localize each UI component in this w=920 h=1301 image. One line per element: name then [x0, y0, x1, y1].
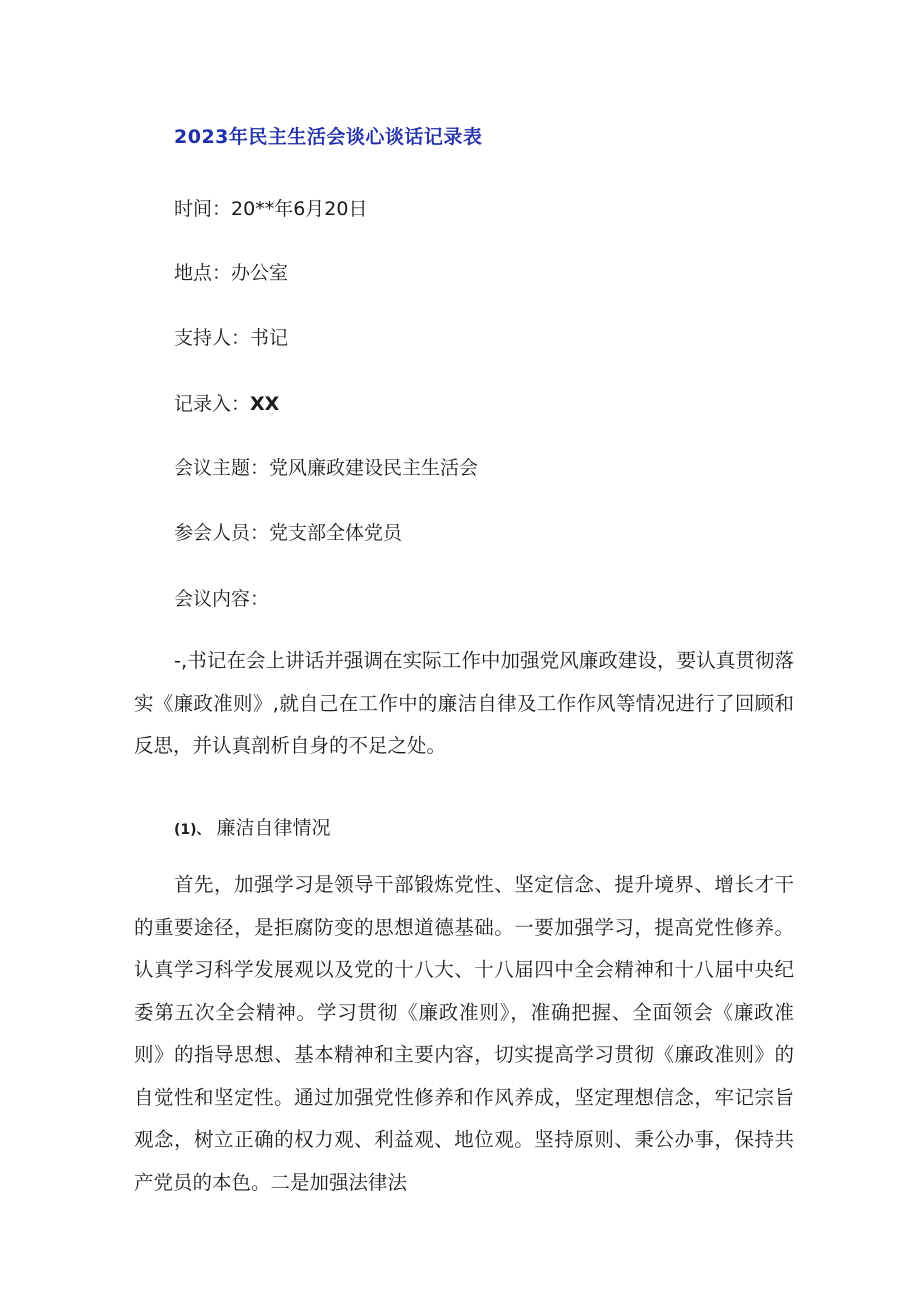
- section-heading-text: 廉洁自律情况: [216, 817, 331, 839]
- attendees-label: 参会人员：: [174, 522, 270, 544]
- paragraph-1: -,书记在会上讲话并强调在实际工作中加强党风廉政建设，要认真贯彻落实《廉政准则》,就自己在工作中的廉洁自律及工作作风等情况进行了回顾和反思，并认真剖析自身的不足之处。: [134, 649, 794, 757]
- time-field: [174, 196, 367, 222]
- recorder-value: XX: [250, 393, 280, 415]
- time-value: 20**年6月20日: [231, 198, 368, 220]
- recorder-field: [174, 391, 279, 417]
- place-value: 办公室: [231, 262, 289, 284]
- topic-value: 党风廉政建设民主生活会: [269, 457, 479, 479]
- attendees-value: 党支部全体党员: [269, 522, 403, 544]
- paragraph-2: 首先，加强学习是领导干部锻炼党性、坚定信念、提升境界、增长才干的重要途径，是拒腐防变的思想道德基础。一要加强学习，提高党性修养。认真学习科学发展观以及党的十八大、十八届四中全会精神和十八届中央纪委第五次全会精神。学习贯彻《廉政准则》，准确把握、全面领会《廉政准则》的指导思想、基本精神和主要内容，切实提高学习贯彻《廉政准则》的自觉性和坚定性。通过加强党性修养和作风养成，坚定理想信念，牢记宗旨观念，树立正确的权力观、利益观、地位观。坚持原则、秉公办事，保持共产党员的本色。二是加强法律法: [134, 873, 794, 1194]
- content-label: 会议内容：: [174, 588, 270, 610]
- host-value: 书记: [250, 327, 289, 349]
- topic-field: [174, 455, 478, 481]
- time-label: 时间：: [174, 198, 232, 220]
- host-field: [174, 325, 288, 351]
- section-heading: [174, 815, 331, 843]
- attendees-field: [174, 520, 402, 546]
- host-label: 支持人：: [174, 327, 251, 349]
- place-field: [174, 260, 288, 286]
- recorder-label: 记录入：: [174, 393, 251, 415]
- section-marker: (1)、: [174, 822, 211, 838]
- topic-label: 会议主题：: [174, 457, 270, 479]
- place-label: 地点：: [174, 262, 232, 284]
- document-title: 2023年民主生活会谈心谈话记录表: [174, 126, 483, 148]
